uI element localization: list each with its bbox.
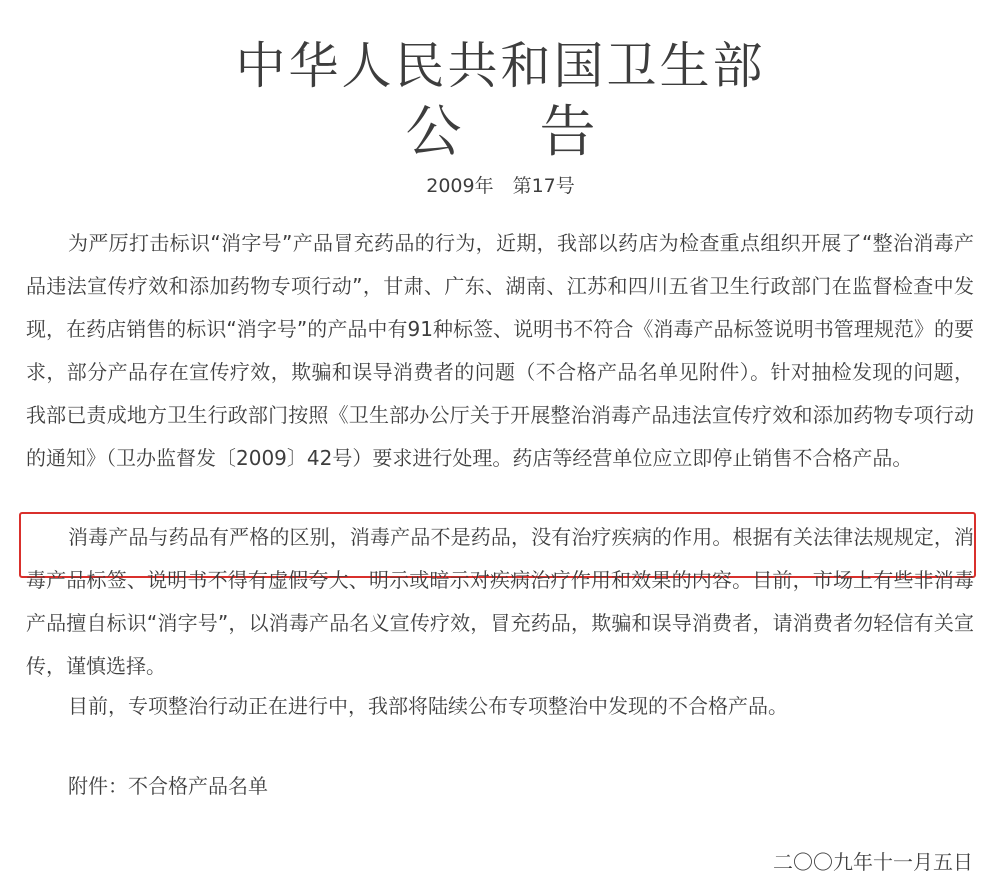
- page-title: 中华人民共和国卫生部: [235, 37, 766, 95]
- paragraph-3: 目前，专项整治行动正在进行中，我部将陆续公布专项整治中发现的不合格产品。: [68, 694, 788, 718]
- paragraph-1: 为严厉打击标识“消字号”产品冒充药品的行为，近期，我部以药店为检查重点组织开展了“整治消毒产品违法宣传疗效和添加药物专项行动”，甘肃、广东、湖南、江苏和四川五省卫生行政部门在监督检查中发现，在药店销售的标识“消字号”的产品中有91种标签、说明书不符合《消毒产品标签说明书管理规范》的要求，部分产品存在宣传疗效，欺骗和误导消费者的问题（不合格产品名单见附件）。针对抽检发现的问题，我部已责成地方卫生行政部门按照《卫生部办公厅关于开展整治消毒产品违法宣传疗效和添加药物专项行动的通知》（卫办监督发〔2009〕42号）要求进行处理。药店等经营单位应立即停止销售不合格产品。: [26, 231, 974, 470]
- paragraph-2: 消毒产品与药品有严格的区别，消毒产品不是药品，没有治疗疾病的作用。根据有关法律法规规定，消毒产品标签、说明书不得有虚假夸大、明示或暗示对疾病治疗作用和效果的内容。目前，市场上有些非消毒产品擅自标识“消字号”，以消毒产品名义宣传疗效，冒充药品，欺骗和误导消费者，请消费者勿轻信有关宣传，谨慎选择。: [26, 525, 974, 678]
- attachment-note: 附件：不合格产品名单: [68, 774, 268, 798]
- announcement-heading: 公告: [405, 100, 674, 165]
- document-number: 2009年 第17号: [426, 175, 575, 197]
- issue-date: 二〇〇九年十一月五日: [773, 850, 973, 874]
